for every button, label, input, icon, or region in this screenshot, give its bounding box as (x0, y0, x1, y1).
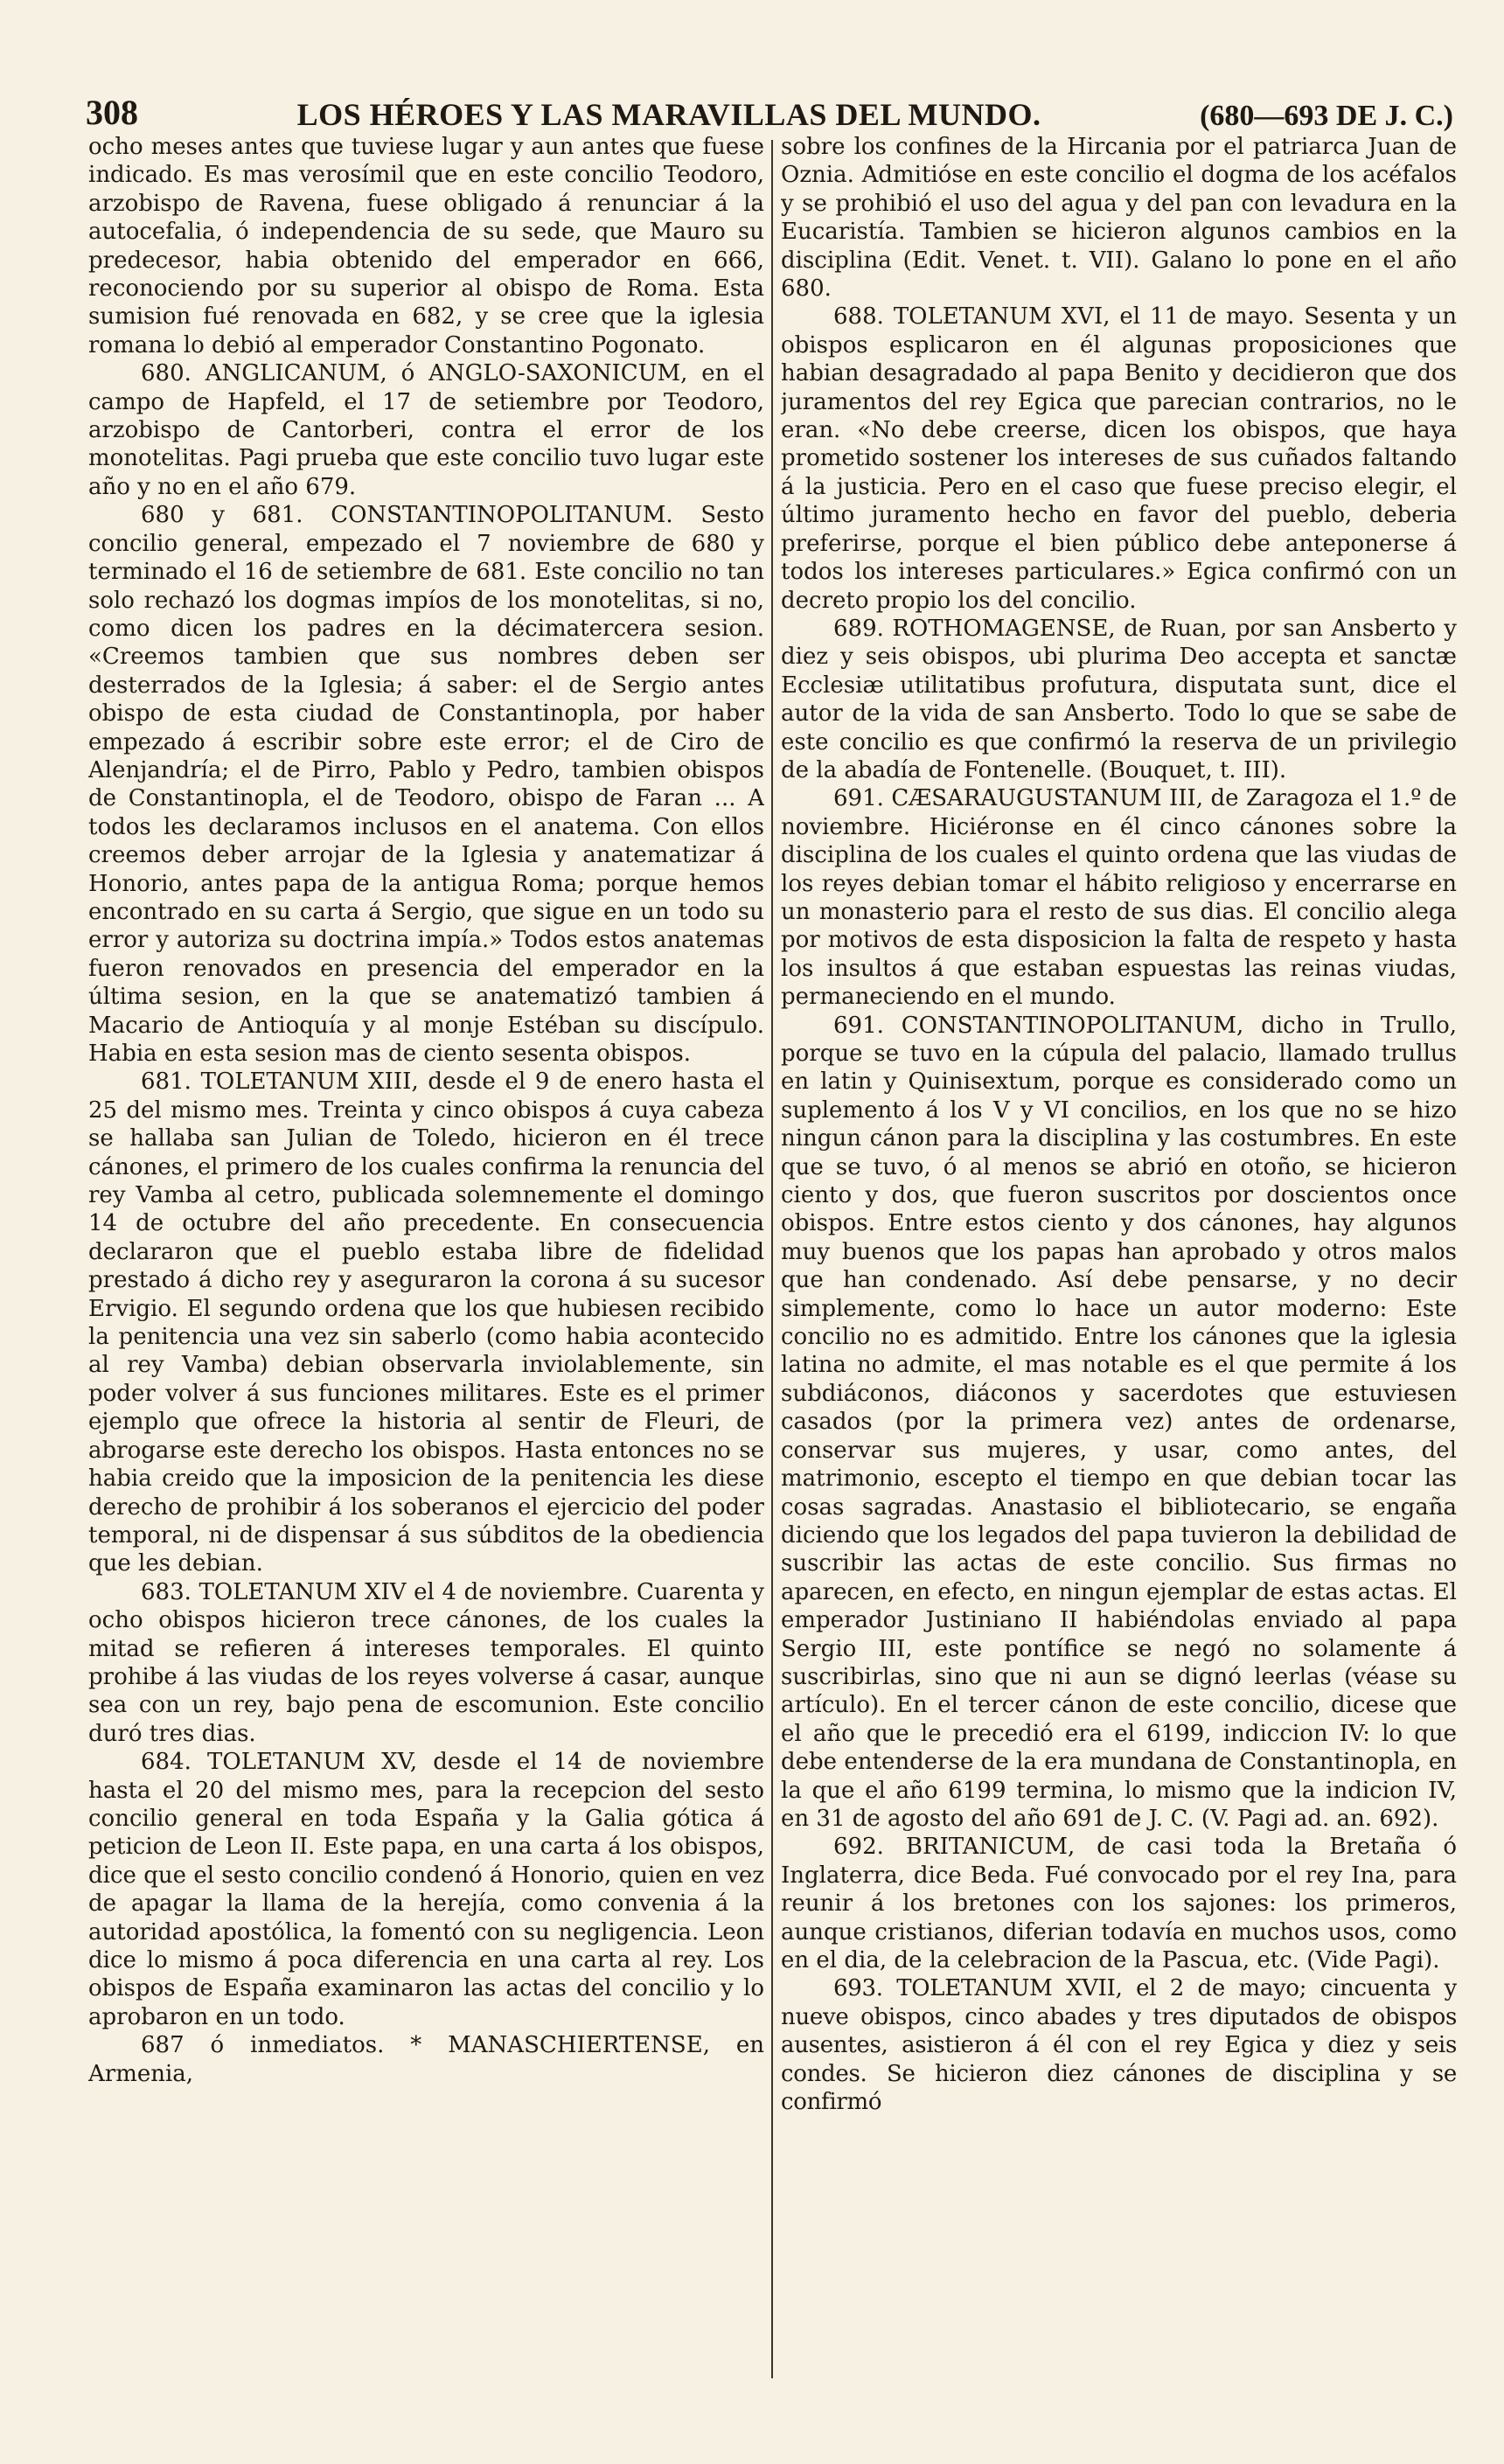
paragraph-continuation: ocho meses antes que tuviese lugar y aun antes que fuese indicado. Es mas verosímil que en este concilio Teodoro, arzobispo de Ravena, fuese obligado á renunciar á la autocefalia, ó independencia de su sede, que Mauro su predecesor, habia obtenido del emperador en 666, reconociendo por su superior al obispo de Roma. Esta sumision fué renovada en 682, y se cree que la iglesia romana lo debió al emperador Constantino Pogonato. (88, 134, 764, 358)
date-range: (680—693 DE J. C.) (1200, 100, 1453, 132)
entry-693-toletanum-xvii: 693. TOLETANUM XVII, el 2 de mayo; cincuenta y nueve obispos, cinco abades y tres diputados de obispos ausentes, asistieron á él con el rey Egica y diez y seis condes. Se hicieron diez cánones de disciplina y se confirmó (781, 1975, 1457, 2116)
page-number: 308 (86, 93, 138, 132)
paragraph-continuation-right: sobre los confines de la Hircania por el patriarca Juan de Oznia. Admitióse en este concilio el dogma de los acéfalos y se prohibió el uso del agua y del pan con levadura en la Eucaristía. Tambien se hicieron algunos cambios en la disciplina (Edit. Venet. t. VII). Galano lo pone en el año 680. (781, 134, 1457, 303)
running-title: LOS HÉROES Y LAS MARAVILLAS DEL MUNDO. (296, 97, 1041, 132)
entry-683-toletanum-xiv: 683. TOLETANUM XIV el 4 de noviembre. Cuarenta y ocho obispos hicieron trece cánones, de los cuales la mitad se refieren á intereses temporales. El quinto prohibe á las viudas de los reyes volverse á casar, aunque sea con un rey, bajo pena de escomunion. Este concilio duró tres dias. (88, 1578, 764, 1747)
left-column (88, 133, 764, 2450)
right-column (781, 133, 1457, 2450)
entry-684-toletanum-xv: 684. TOLETANUM XV, desde el 14 de noviembre hasta el 20 del mismo mes, para la recepcion del sesto concilio general en toda España y la Galia gótica á peticion de Leon II. Este papa, en una carta á los obispos, dice que el sesto concilio condenó á Honorio, quien en vez de apagar la llama de la herejía, como convenia á la autoridad apostólica, la fomentó con su negligencia. Leon dice lo mismo á poca diferencia en una carta al rey. Los obispos de España examinaron las actas del concilio y lo aprobaron en un todo. (88, 1749, 764, 2030)
running-header (86, 80, 1453, 133)
entry-692-britanicum: 692. BRITANICUM, de casi toda la Bretaña ó Inglaterra, dice Beda. Fué convocado por el rey Ina, para reunir á los bretones con los sajones: los primeros, aunque cristianos, diferian todavía en muchos usos, como en el dia, de la celebracion de la Pascua, etc. (Vide Pagi). (781, 1834, 1457, 1973)
entry-691-caesaraugustanum: 691. CÆSARAUGUSTANUM III, de Zaragoza el 1.º de noviembre. Hiciéronse en él cinco cánones sobre la disciplina de los cuales el quinto ordena que las viudas de los reyes debian tomar el hábito religioso y encerrarse en un monasterio para el resto de sus dias. El concilio alega por motivos de esta disposicion la falta de respeto y hasta los insultos á que estaban espuestas las reinas viudas, permaneciendo en el mundo. (781, 785, 1457, 1011)
entry-687-manaschiertense: 687 ó inmediatos. * MANASCHIERTENSE, en Armenia, (88, 2032, 764, 2087)
entry-688-toletanum-xvi: 688. TOLETANUM XVI, el 11 de mayo. Sesenta y un obispos esplicaron en él algunas proposiciones que habian desagradado al papa Benito y decidieron que dos juramentos del rey Egica que parecian contrarios, no le eran. «No debe creerse, dicen los obispos, que haya prometido sostener los intereses de sus cuñados faltando á la justicia. Pero en el caso que fuese preciso elegir, el último juramento hecho en favor del pueblo, deberia preferirse, porque el bien público debe anteponerse á todos los intereses particulares.» Egica confirmó con un decreto propio los del concilio. (781, 303, 1457, 614)
entry-689-rothomagense: 689. ROTHOMAGENSE, de Ruan, por san Ansberto y diez y seis obispos, ubi plurima Deo accepta et sanctæ Ecclesiæ utilitatibus profutura, disputata sunt, dice el autor de la vida de san Ansberto. Todo lo que se sabe de este concilio es que confirmó la reserva de un privilegio de la abadía de Fontenelle. (Bouquet, t. III). (781, 615, 1457, 783)
column-divider (771, 140, 773, 2378)
entry-680-constantinopolitanum: 680 y 681. CONSTANTINOPOLITANUM. Sesto concilio general, empezado el 7 noviembre de 680 y terminado el 16 de setiembre de 681. Este concilio no tan solo rechazó los dogmas impíos de los monotelitas, si no, como dicen los padres en la décimatercera sesion. «Creemos tambien que sus nombres deben ser desterrados de la Iglesia; á saber: el de Sergio antes obispo de esta ciudad de Constantinopla, por haber empezado á escribir sobre este error; el de Ciro de Alenjandría; el de Pirro, Pablo y Pedro, tambien obispos de Constantinopla, el de Teodoro, obispo de Faran ... A todos les declaramos inclusos en el anatema. Con ellos creemos deber arrojar de la Iglesia y anatematizar á Honorio, antes papa de la antigua Roma; porque hemos encontrado en su carta á Sergio, que sigue en un todo su error y autoriza su doctrina impía.» Todos estos anatemas fueron renovados en presencia del emperador en la última sesion, en la que se anatematizó tambien á Macario de Antioquía y al monje Estéban su discípulo. Habia en esta sesion mas de ciento sesenta obispos. (88, 502, 764, 1067)
entry-691-in-trullo: 691. CONSTANTINOPOLITANUM, dicho in Trullo, porque se tuvo en la cúpula del palacio, llamado trullus en latin y Quinisextum, porque es considerado como un suplemento á los V y VI concilios, en los que no se hizo ningun cánon para la disciplina y las costumbres. En este que se tuvo, ó al menos se abrió en otoño, se hicieron ciento y dos, que fueron suscritos por doscientos once obispos. Entre estos ciento y dos cánones, hay algunos muy buenos que los papas han aprobado y otros malos que han condenado. Así debe pensarse, y no decir simplemente, como lo hace un autor moderno: Este concilio no es admitido. Entre los cánones que la iglesia latina no admite, el mas notable es el que permite á los subdiáconos, diáconos y sacerdotes que estuviesen casados (por la primera vez) antes de ordenarse, conservar sus mujeres, y usar, como antes, del matrimonio, escepto el tiempo en que debian tocar las cosas sagradas. Anastasio el bibliotecario, se engaña diciendo que los legados del papa tuvieron la debilidad de suscribir las actas de este concilio. Sus firmas no aparecen, en efecto, en ningun ejemplar de estas actas. El emperador Justiniano II habiéndolas enviado al papa Sergio III, este pontífice se negó no solamente á suscribirlas, sino que ni aun se dignó leerlas (véase su artículo). En el tercer cánon de este concilio, dicese que el año que le precedió era el 6199, indiccion IV: lo que debe entenderse de la era mundana de Constantinopla, en la que el año 6199 termina, lo mismo que la indicion IV, en 31 de agosto del año 691 de J. C. (V. Pagi ad. an. 692). (781, 1012, 1457, 1832)
entry-680-anglicanum: 680. ANGLICANUM, ó ANGLO-SAXONICUM, en el campo de Hapfeld, el 17 de setiembre por Teodoro, arzobispo de Cantorberi, contra el error de los monotelitas. Pagi prueba que este concilio tuvo lugar este año y no en el año 679. (88, 360, 764, 500)
entry-681-toletanum-xiii: 681. TOLETANUM XIII, desde el 9 de enero hasta el 25 del mismo mes. Treinta y cinco obispos á cuya cabeza se hallaba san Julian de Toledo, hicieron en él trece cánones, el primero de los cuales confirma la renuncia del rey Vamba al cetro, publicada solemnemente el domingo 14 de octubre del año precedente. En consecuencia declararon que el pueblo estaba libre de fidelidad prestado á dicho rey y aseguraron la corona á su sucesor Ervigio. El segundo ordena que los que hubiesen recibido la penitencia una vez sin saberlo (como habia acontecido al rey Vamba) debian observarla inviolablemente, sin poder volver á sus funciones militares. Este es el primer ejemplo que ofrece la historia al sentir de Fleuri, de abrogarse este derecho los obispos. Hasta entonces no se habia creido que la imposicion de la penitencia les diese derecho de prohibir á los soberanos el ejercicio del poder temporal, ni de dispensar á sus súbditos de la obediencia que les debian. (88, 1068, 764, 1577)
